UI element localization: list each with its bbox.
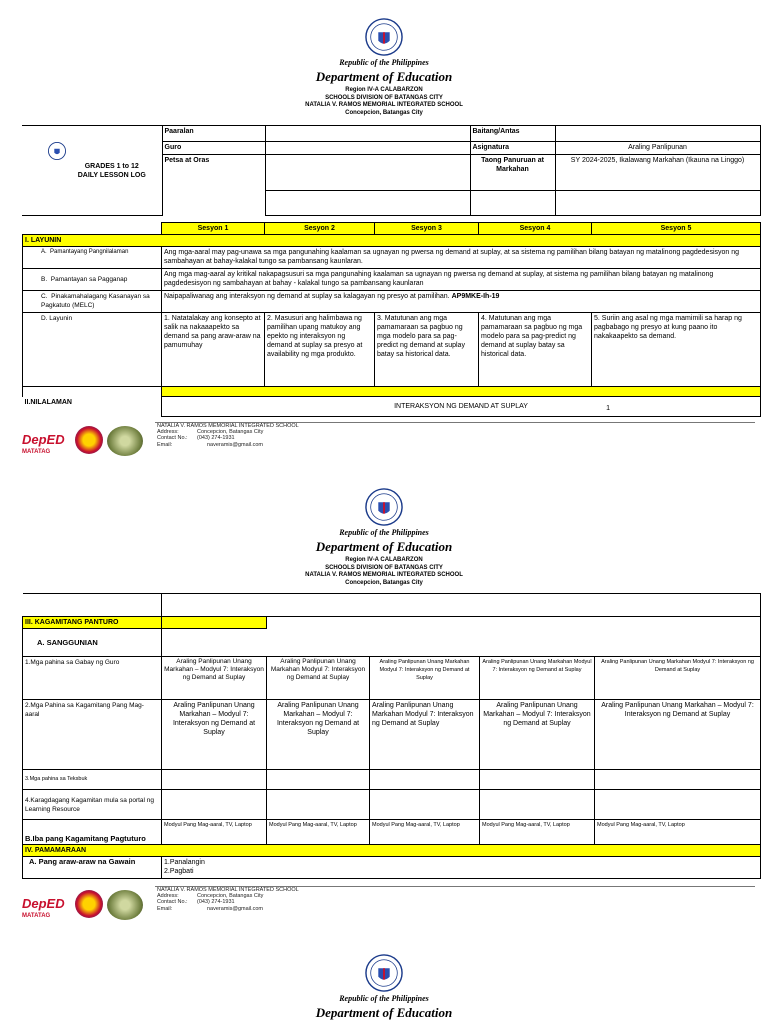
a-text: Pamantayang Pangnilalaman — [50, 249, 129, 255]
deped-seal-icon — [365, 488, 403, 526]
footer-1 — [0, 422, 768, 456]
r1-cell-3: Araling Panlipunan Unang Markahan Modyul 7: Interaksyon ng Demand at Suplay — [370, 657, 480, 700]
d-item-5: 5. Suriin ang asal ng mga mamimili sa harap ng pagbabago ng presyo at kung paano ito nakakaapekto sa demand. — [592, 313, 761, 387]
department-title: Department of Education — [315, 69, 453, 84]
paaralan-label: Paaralan — [162, 126, 265, 142]
address-text: Concepcion, Batangas City — [345, 579, 423, 586]
footer-2 — [0, 886, 768, 920]
r2-cell-3: Araling Panlipunan Unang Markahan Modyul 7: Interaksyon ng Demand at Suplay — [370, 700, 480, 770]
r2-cell-2: Araling Panlipunan Unang Markahan – Modyul 7: Interaksyon ng Demand at Suplay — [267, 700, 370, 770]
session-4-header: Sesyon 4 — [479, 223, 592, 235]
d-label: D. Layunin — [23, 313, 162, 387]
taong-label: Taong Panuruan at Markahan — [470, 155, 555, 191]
d-item-3: 3. Matutunan ang mga pamamaraan sa pagbuo ng mga modelo para sa pag-predict ng demand at suplay batay sa historical data. — [375, 313, 479, 387]
sanggunian-label: A. SANGGUNIAN — [23, 629, 162, 657]
school-text: NATALIA V. RAMOS MEMORIAL INTEGRATED SCHOOL — [305, 572, 463, 578]
pamamaraan-item-2: 2.Pagbati — [164, 868, 194, 875]
petsa-label: Petsa at Oras — [162, 155, 265, 191]
footer-address-label: Address: — [157, 893, 179, 900]
info-table — [22, 125, 761, 216]
footer-school: NATALIA V. RAMOS MEMORIAL INTEGRATED SCHOOL — [157, 423, 299, 429]
school-logo-icon — [107, 426, 143, 456]
footer-email-label: Email: — [157, 441, 173, 448]
b-content: Ang mga mag-aaral ay kritikal nakapagsusuri sa mga pangunahing kaalaman sa ugnayan ng pwersa ng demand at suplay, at sistema ng pamilihan bilang batayan ng matalinong pagdedesisyon ng sambahayan at bahay - kalakal tungo sa pambansang kaunlaran — [162, 269, 761, 291]
deped-seal-small-icon — [48, 142, 66, 160]
footer-address: Concepcion, Batangas City — [197, 429, 264, 436]
department-title: Department of Education — [315, 1005, 453, 1020]
asignatura-value[interactable]: Araling Panlipunan — [555, 142, 760, 155]
layunin-heading: I. LAYUNIN — [23, 235, 761, 247]
bagong-pilipinas-icon — [75, 890, 103, 918]
address-text: Concepcion, Batangas City — [345, 109, 423, 116]
c-content: Naipapaliwanag ang interaksyon ng demand at suplay sa kalagayan ng presyo at pamilihan. — [164, 293, 450, 300]
d-item-2: 2. Masusuri ang halimbawa ng pamilihan upang matukoy ang epekto ng interaksyon ng demand at suplay sa presyo at availability ng mga produkto. — [265, 313, 375, 387]
paaralan-value[interactable] — [265, 126, 470, 142]
guro-value[interactable] — [265, 142, 470, 155]
dll-title-cell — [22, 126, 162, 216]
page-2 — [0, 470, 768, 940]
r2-cell-4: Araling Panlipunan Unang Markahan – Modyul 7: Interaksyon ng Demand at Suplay — [480, 700, 595, 770]
republic-text: Republic of the Philippines — [339, 528, 429, 537]
region-text: Region IV-A CALABARZON — [345, 87, 423, 93]
page-3 — [0, 940, 768, 1024]
r1-cell-4: Araling Panlipunan Unang Markahan Modyul 7: Interaksyon ng Demand at Suplay — [480, 657, 595, 700]
page-number: 1 — [606, 405, 610, 412]
footer-contact: (043) 274-1931 — [197, 899, 235, 906]
session-3-header: Sesyon 3 — [375, 223, 479, 235]
pamamaraan-a-label: A. Pang araw-araw na Gawain — [23, 857, 162, 879]
page-1 — [0, 0, 768, 470]
b-item-3: Modyul Pang Mag-aaral, TV, Laptop — [370, 820, 480, 845]
a-label-cell — [23, 247, 162, 269]
division-text: SCHOOLS DIVISION OF BATANGAS CITY — [325, 564, 443, 571]
footer-address-label: Address: — [157, 429, 179, 436]
nilalaman-content: INTERAKSYON NG DEMAND AT SUPLAY — [394, 403, 528, 410]
b-item-4: Modyul Pang Mag-aaral, TV, Laptop — [480, 820, 595, 845]
r2-cell-1: Araling Panlipunan Unang Markahan – Modyul 7: Interaksyon ng Demand at Suplay — [162, 700, 267, 770]
layunin-table — [22, 222, 761, 417]
baitang-value[interactable] — [555, 126, 760, 142]
asignatura-label: Asignatura — [470, 142, 555, 155]
footer-email[interactable]: naveramis@gmail.com — [207, 441, 264, 448]
footer-contact-label: Contact No.: — [157, 435, 188, 442]
r1-cell-5: Araling Panlipunan Unang Markahan Modyul 7: Interaksyon ng Demand at Suplay — [595, 657, 761, 700]
petsa-value[interactable] — [265, 155, 470, 191]
dll-title-1: GRADES 1 to 12 — [84, 162, 139, 170]
c-content-cell — [162, 291, 761, 313]
d-item-1: 1. Natatalakay ang konsepto at salik na nakaaapekto sa demand sa pang araw-araw na pamumuhay — [162, 313, 265, 387]
r1-cell-1: Araling Panlipunan Unang Markahan – Modyul 7: Interaksyon ng Demand at Suplay — [162, 657, 267, 700]
d-item-4: 4. Matutunan ang mga pamamaraan sa pagbuo ng mga modelo para sa pag-predict ng demand at suplay batay sa historical data. — [479, 313, 592, 387]
r1-cell-2: Araling Panlipunan Unang Markahan Modyul 7: Interaksyon ng Demand at Suplay — [267, 657, 370, 700]
b-text: Pamantayan sa Pagganap — [50, 276, 128, 283]
b-label-cell — [23, 269, 162, 291]
footer-email[interactable]: naveramis@gmail.com — [207, 905, 264, 912]
footer-school: NATALIA V. RAMOS MEMORIAL INTEGRATED SCHOOL — [157, 887, 299, 893]
b-label: B. — [41, 276, 48, 283]
school-logo-icon — [107, 890, 143, 920]
deped-seal-icon — [365, 954, 403, 992]
nilalaman-cell — [162, 397, 761, 417]
matatag-logo: MATATAG — [22, 913, 51, 919]
dll-title-2: DAILY LESSON LOG — [77, 171, 146, 179]
deped-logo: DepED — [22, 432, 65, 447]
pamamaraan-heading: IV. PAMAMARAAN — [23, 845, 761, 857]
taong-value[interactable]: SY 2024-2025, Ikalawang Markahan (Ikauna na Linggo) — [555, 155, 760, 191]
footer-email-line — [157, 906, 457, 912]
c-code: AP9MKE-Ih-19 — [451, 293, 500, 300]
b-item-5: Modyul Pang Mag-aaral, TV, Laptop — [595, 820, 761, 845]
r3-label: 3.Mga pahina sa Teksbuk — [23, 770, 162, 790]
c-text: Pinakamahalagang Kasanayan sa Pagkatuto (MELC) — [41, 293, 150, 309]
footer-email-label: Email: — [157, 905, 173, 912]
matatag-logo: MATATAG — [22, 449, 51, 455]
kagamitan-table — [22, 593, 761, 879]
kagamitan-heading: III. KAGAMITANG PANTURO — [23, 617, 162, 629]
region-text: Region IV-A CALABARZON — [345, 557, 423, 563]
c-label-cell — [23, 291, 162, 313]
b-iba-label: B.Iba pang Kagamitang Pagtuturo — [23, 820, 162, 845]
nilalaman-heading: II.NILALAMAN — [24, 398, 72, 406]
republic-text: Republic of the Philippines — [339, 994, 429, 1003]
b-item-1: Modyul Pang Mag-aaral, TV, Laptop — [162, 820, 267, 845]
r4-label: 4.Karagdagang Kagamitan mula sa portal ng Learning Resource — [23, 790, 162, 820]
b-item-2: Modyul Pang Mag-aaral, TV, Laptop — [267, 820, 370, 845]
c-label: C. — [41, 293, 48, 300]
school-text: NATALIA V. RAMOS MEMORIAL INTEGRATED SCHOOL — [305, 102, 463, 108]
session-2-header: Sesyon 2 — [265, 223, 375, 235]
session-5-header: Sesyon 5 — [592, 223, 761, 235]
footer-address: Concepcion, Batangas City — [197, 893, 264, 900]
footer-email-line — [157, 442, 457, 448]
bagong-pilipinas-icon — [75, 426, 103, 454]
baitang-label: Baitang/Antas — [470, 126, 555, 142]
pamamaraan-a-cell — [162, 857, 761, 879]
pamamaraan-item-1: 1.Panalangin — [164, 859, 205, 866]
guro-label: Guro — [162, 142, 265, 155]
deped-seal-icon — [365, 18, 403, 56]
deped-logo: DepED — [22, 896, 65, 911]
r2-cell-5: Araling Panlipunan Unang Markahan – Modyul 7: Interaksyon ng Demand at Suplay — [595, 700, 761, 770]
r2-label: 2.Mga Pahina sa Kagamitang Pang Mag- aaral — [23, 700, 162, 770]
footer-contact: (043) 274-1931 — [197, 435, 235, 442]
a-label: A. — [41, 249, 47, 255]
a-content: Ang mga-aaral may pag-unawa sa mga pangunahing kaalaman sa ugnayan ng pwersa ng demand at suplay, at sa sistema ng pamilihan bilang batayan ng matalinong pagdedesisyon ng sambahayan at bahay-kalakal tungo sa pambansang kaunlaran. — [162, 247, 761, 269]
session-1-header: Sesyon 1 — [162, 223, 265, 235]
r1-label: 1.Mga pahina sa Gabay ng Guro — [23, 657, 162, 700]
republic-text: Republic of the Philippines — [339, 58, 429, 67]
division-text: SCHOOLS DIVISION OF BATANGAS CITY — [325, 94, 443, 101]
footer-contact-label: Contact No.: — [157, 899, 188, 906]
department-title: Department of Education — [315, 539, 453, 554]
